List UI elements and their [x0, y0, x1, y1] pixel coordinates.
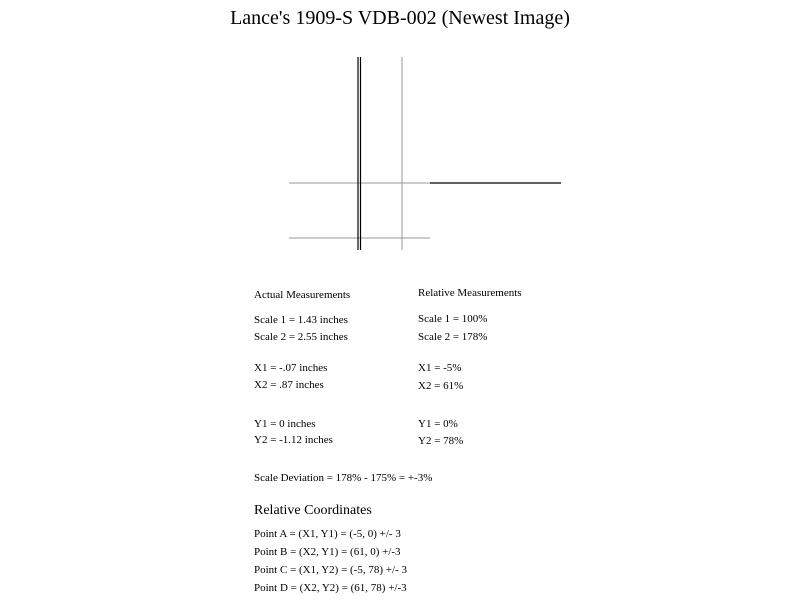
scale-deviation: Scale Deviation = 178% - 175% = +-3%: [254, 472, 433, 484]
point-a: Point A = (X1, Y1) = (-5, 0) +/- 3: [254, 528, 401, 540]
page-title: Lance's 1909-S VDB-002 (Newest Image): [230, 7, 570, 29]
relative-x1: X1 = -5%: [418, 362, 462, 374]
relative-y1: Y1 = 0%: [418, 418, 458, 430]
relative-scale-2: Scale 2 = 178%: [418, 331, 488, 343]
point-c: Point C = (X1, Y2) = (-5, 78) +/- 3: [254, 564, 407, 576]
actual-y2: Y2 = -1.12 inches: [254, 434, 333, 446]
actual-heading: Actual Measurements: [254, 289, 351, 301]
relative-x2: X2 = 61%: [418, 380, 464, 392]
actual-scale-1: Scale 1 = 1.43 inches: [254, 314, 348, 326]
actual-y1: Y1 = 0 inches: [254, 418, 316, 430]
actual-x1: X1 = -.07 inches: [254, 362, 328, 374]
relative-y2: Y2 = 78%: [418, 435, 464, 447]
coordinates-heading: Relative Coordinates: [254, 503, 372, 518]
point-b: Point B = (X2, Y1) = (61, 0) +/-3: [254, 546, 401, 558]
actual-scale-2: Scale 2 = 2.55 inches: [254, 331, 348, 343]
point-d: Point D = (X2, Y2) = (61, 78) +/-3: [254, 582, 407, 594]
relative-scale-1: Scale 1 = 100%: [418, 313, 488, 325]
actual-x2: X2 = .87 inches: [254, 379, 324, 391]
relative-heading: Relative Measurements: [418, 287, 522, 299]
